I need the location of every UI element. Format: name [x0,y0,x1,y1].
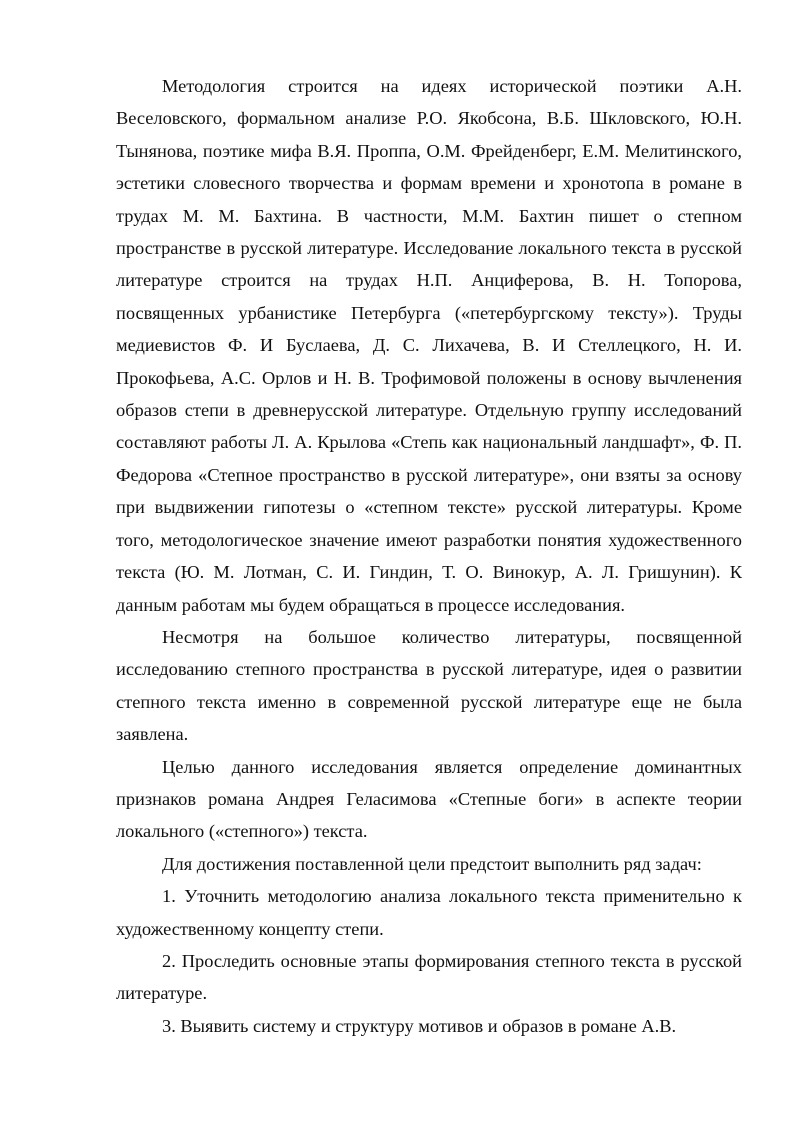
task-item-2: 2. Проследить основные этапы формирования степного текста в русской литературе. [116,950,742,1004]
task-item-1: 1. Уточнить методологию анализа локального текста применительно к художественному концепту степи. [116,886,742,939]
document-page [116,70,742,1042]
paragraph-goal: Целью данного исследования является определение доминантных признаков романа Андрея Геласимова «Степные боги» в аспекте теории локального («степного») текста. [116,756,742,842]
task-item-3: 3. Выявить систему и структуру мотивов и образов в романе А.В. [162,1015,677,1036]
paragraph-methodology: Методология строится на идеях исторической поэтики А.Н. Веселовского, формальном анализе Р.О. Якобсона, В.Б. Шкловского, Ю.Н. Тынянова, поэтике мифа В.Я. Проппа, О.М. Фрейденберг, Е.М. Мелитинского, эстетики словесного творчества и формам времени и хронотопа в романе в трудах М. М. Бахтина. В частности, М.М. Бахтин пишет о степном пространстве в русской литературе. Исследование локального текста в русской литературе строится на трудах Н.П. Анциферова, В. Н. Топорова, посвященных урбанистике Петербурга («петербургскому тексту»). Труды медиевистов Ф. И Буслаева, Д. С. Лихачева, В. И Стеллецкого, Н. И. Прокофьева, А.С. Орлов и Н. В. Трофимовой положены в основу вычленения образов степи в древнерусской литературе. Отдельную группу исследований составляют работы Л. А. Крылова «Степь как национальный ландшафт», Ф. П. Федорова «Степное пространство в русской литературе», они взяты за основу при выдвижении гипотезы о «степном тексте» русской литературы. Кроме того, методологическое значение имеют разработки понятия художественного текста (Ю. М. Лотман, С. И. Гиндин, Т. О. Винокур, А. Л. Гришунин). К данным работам мы будем обращаться в процессе исследования. [116,76,742,615]
paragraph-novelty: Несмотря на большое количество литературы, посвященной исследованию степного пространства в русской литературе, идея о развитии степного текста именно в современной русской литературе еще не была заявлена. [116,626,742,745]
paragraph-tasks-intro: Для достижения поставленной цели предстоит выполнить ряд задач: [162,853,702,874]
